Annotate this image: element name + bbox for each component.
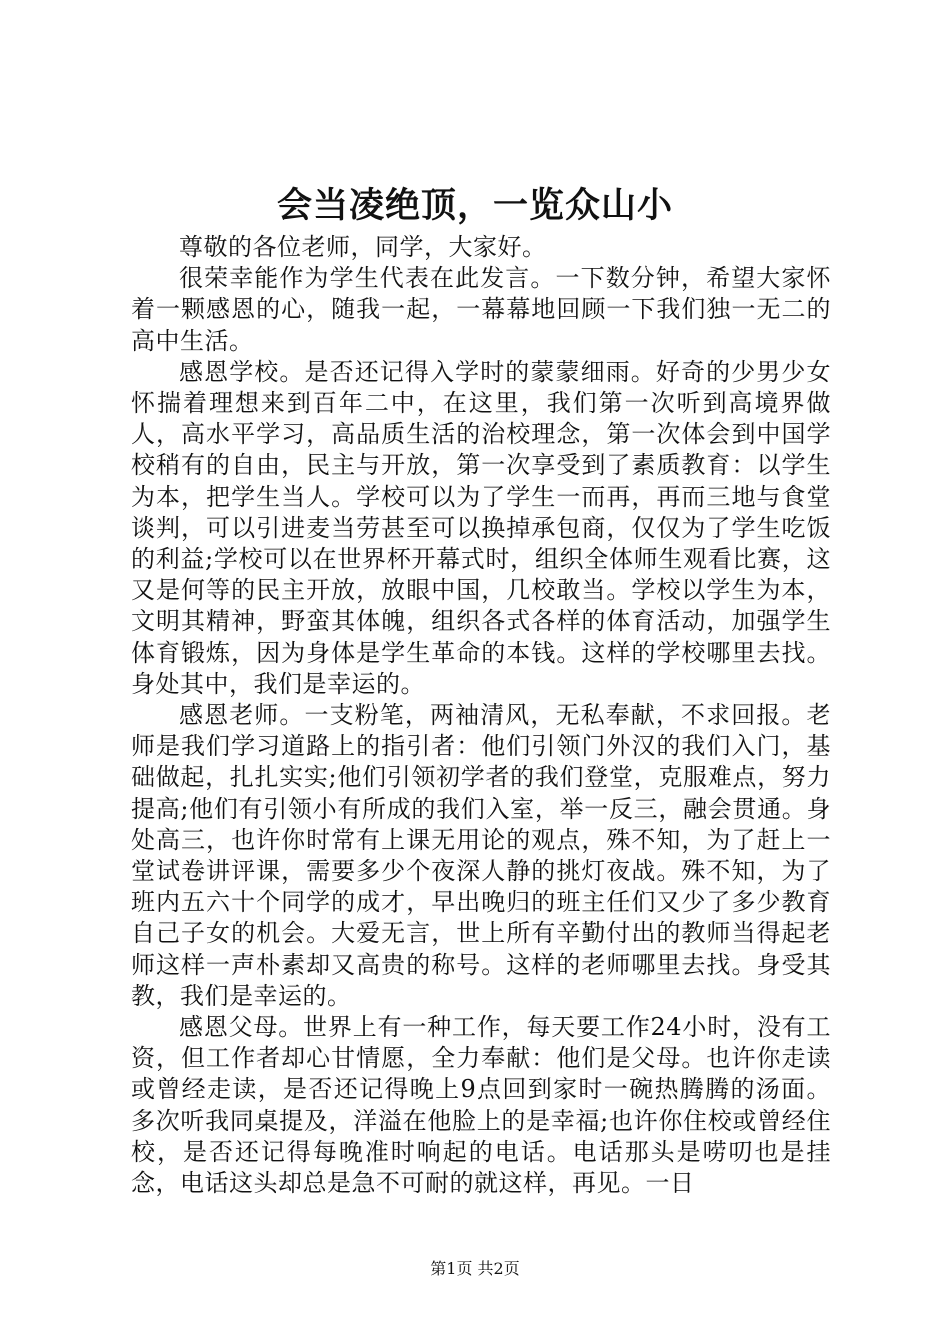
page-number-footer: 第1页 共2页 [430,1259,520,1278]
paragraph-teachers: 感恩老师。一支粉笔，两袖清风，无私奉献，不求回报。老师是我们学习道路上的指引者：他们引领门外汉的我们入门，基础做起，扎扎实实;他们引领初学者的我们登堂，克服难点，努力提高;他们有引领小有所成的我们入室，举一反三，融会贯通。身处高三，也许你时常有上课无用论的观点，殊不知，为了赶上一堂试卷讲评课，需要多少个夜深人静的挑灯夜战。殊不知，为了班内五六十个同学的成才，早出晚归的班主任们又少了多少教育自己子女的机会。大爱无言，世上所有辛勤付出的教师当得起老师这样一声朴素却又高贵的称号。这样的老师哪里去找。身受其教，我们是幸运的。 [131,701,831,1010]
paragraph-greeting: 尊敬的各位老师，同学，大家好。 [179,233,547,261]
document-title: 会当凌绝顶，一览众山小 [276,185,673,226]
paragraph-parents: 感恩父母。世界上有一种工作，每天要工作24小时，没有工资，但工作者却心甘情愿，全力奉献：他们是父母。也许你走读或曾经走读，是否还记得晚上9点回到家时一碗热腾腾的汤面。多次听我同桌提及，洋溢在他脸上的是幸福;也许你住校或曾经住校，是否还记得每晚准时响起的电话。电话那头是唠叨也是挂念，电话这头却总是急不可耐的就这样，再见。一日 [131,1013,831,1198]
paragraph-school: 感恩学校。是否还记得入学时的蒙蒙细雨。好奇的少男少女怀揣着理想来到百年二中，在这里，我们第一次听到高境界做人，高水平学习，高品质生活的治校理念，第一次体会到中国学校稍有的自由，民主与开放，第一次享受到了素质教育：以学生为本，把学生当人。学校可以为了学生一而再，再而三地与食堂谈判，可以引进麦当劳甚至可以换掉承包商，仅仅为了学生吃饭的利益;学校可以在世界杯开幕式时，组织全体师生观看比赛，这又是何等的民主开放，放眼中国，几校敢当。学校以学生为本，文明其精神，野蛮其体魄，组织各式各样的体育活动，加强学生体育锻炼，因为身体是学生革命的本钱。这样的学校哪里去找。身处其中，我们是幸运的。 [131,357,831,698]
document-body [131,232,831,1199]
paragraph-intro: 很荣幸能作为学生代表在此发言。一下数分钟，希望大家怀着一颗感恩的心，随我一起，一幕幕地回顾一下我们独一无二的高中生活。 [131,264,831,355]
